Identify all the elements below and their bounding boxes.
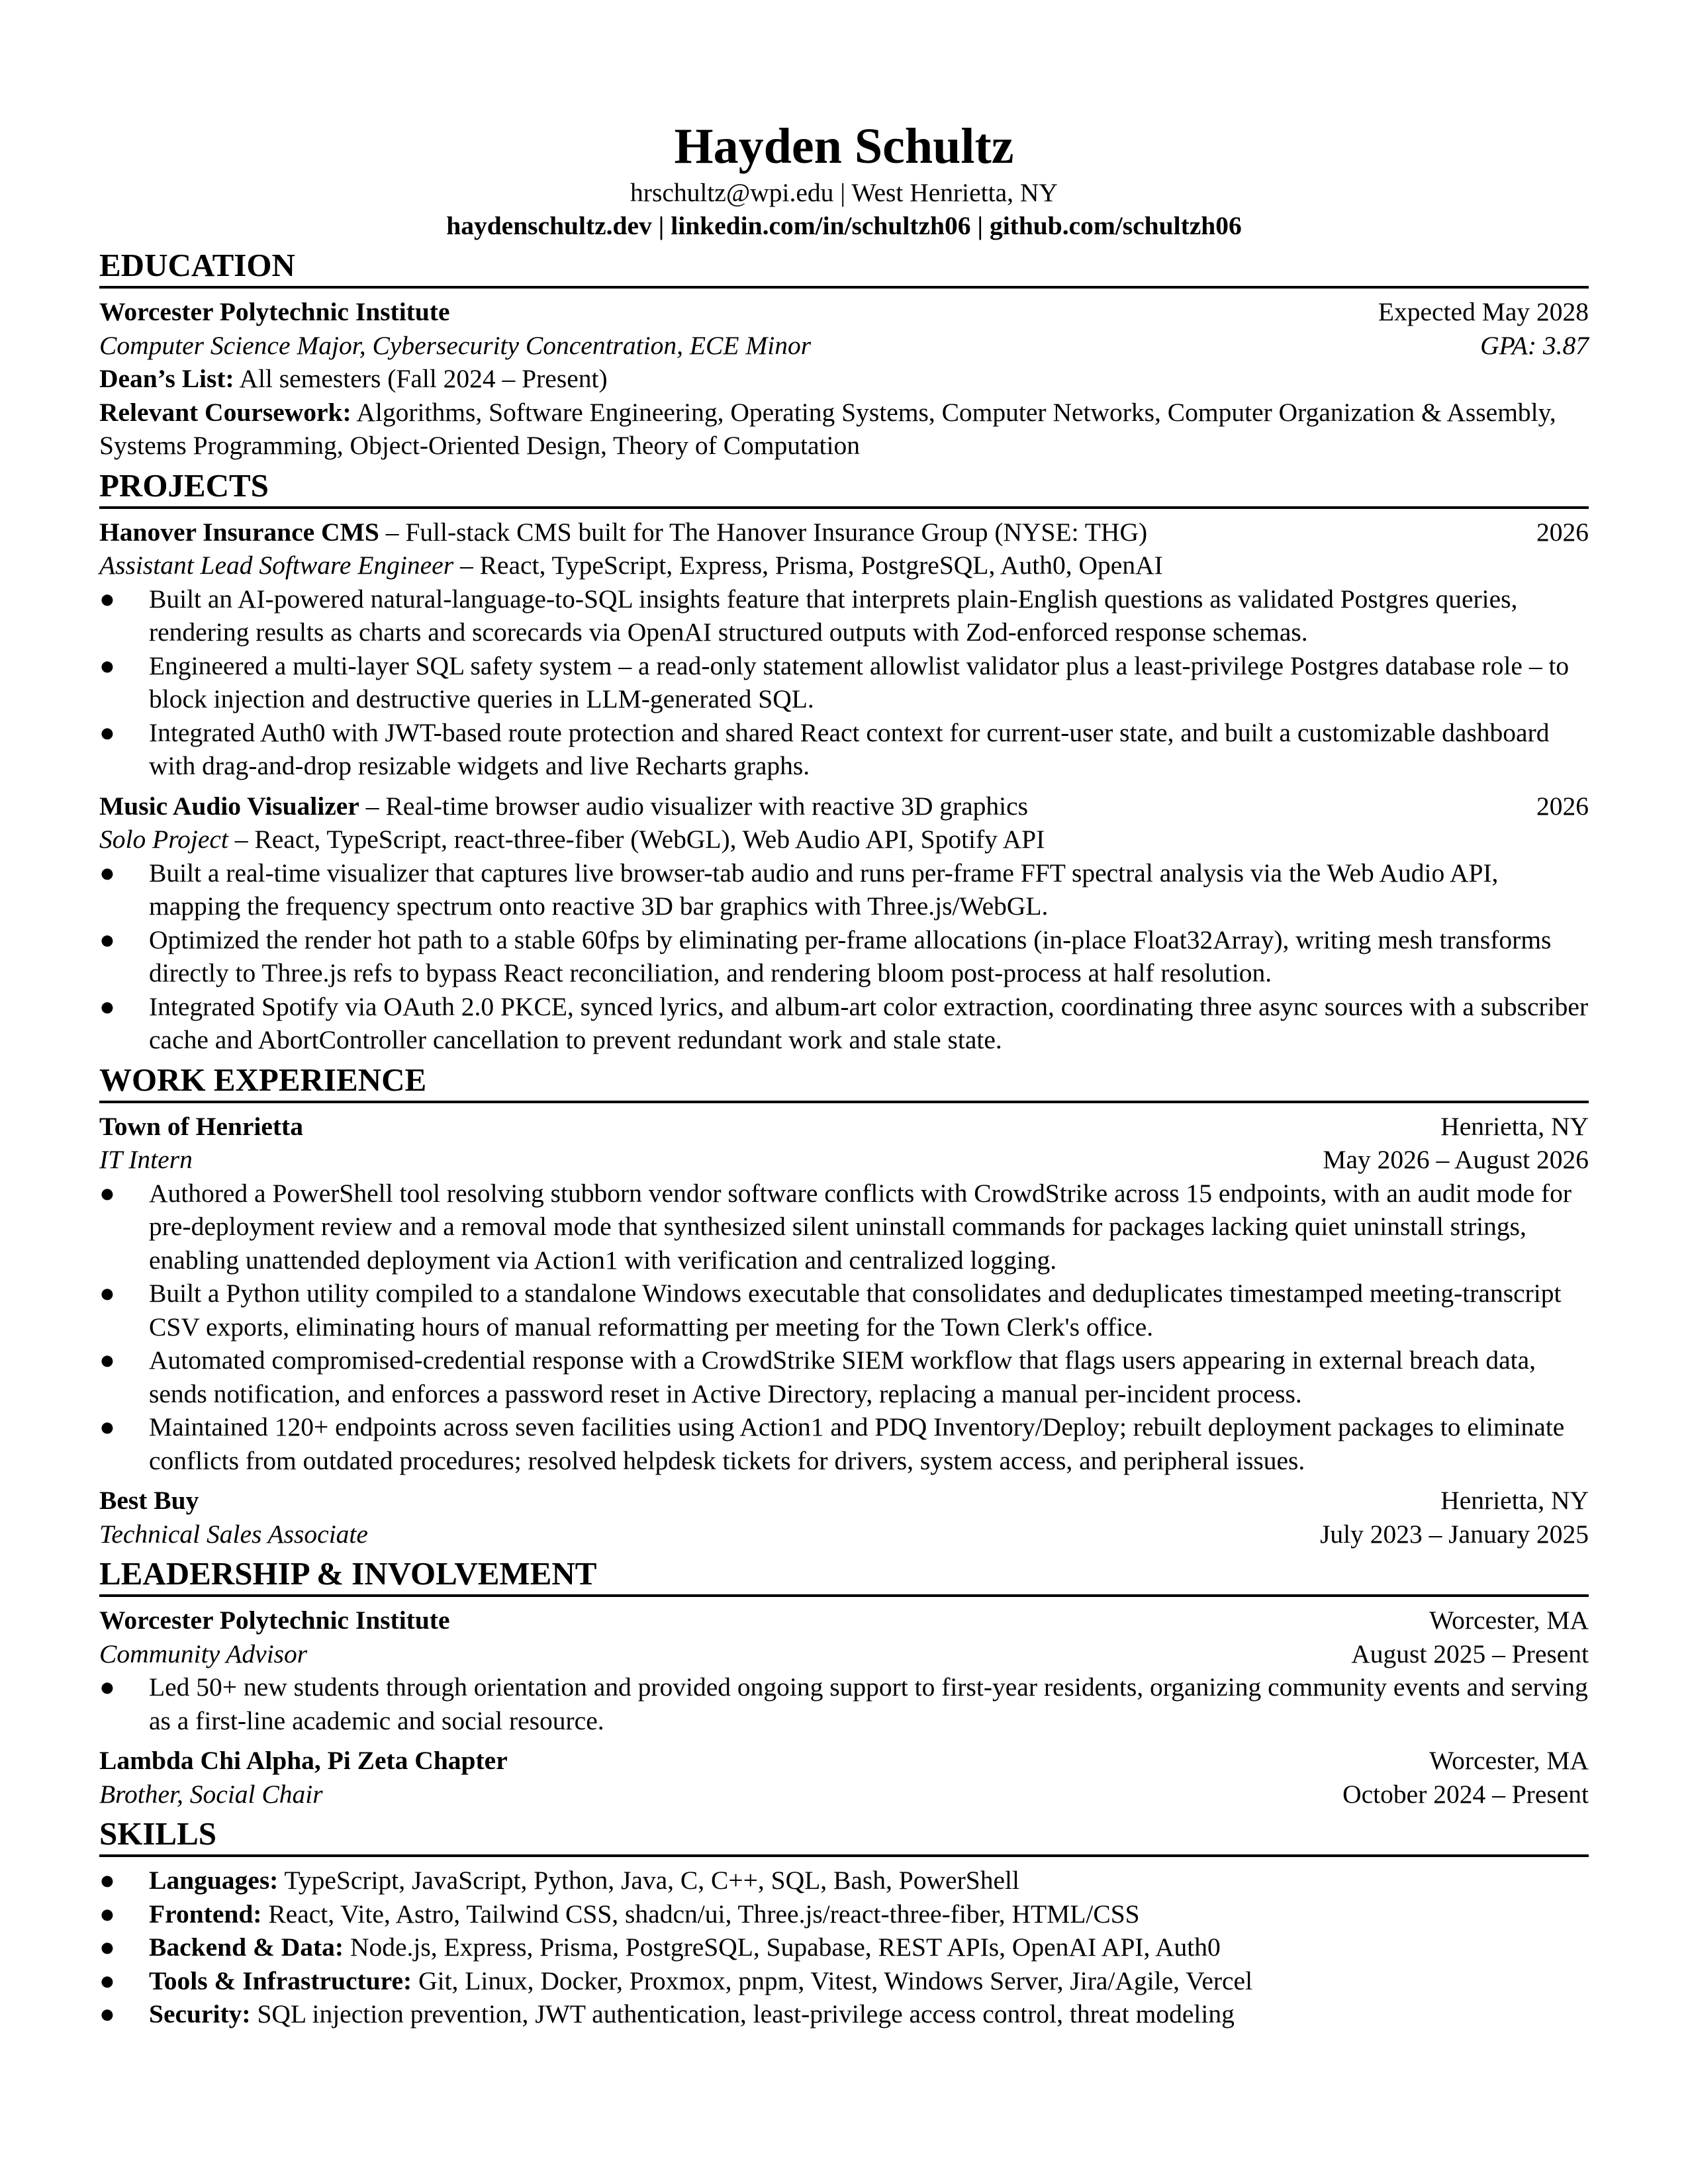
work-entry (99, 1110, 1589, 1478)
project-role-row (99, 549, 1589, 582)
bullet-text: Led 50+ new students through orientation and provided ongoing support to first-year residents, organizing community events and serving as a first-line academic and social resource. (149, 1672, 1588, 1735)
org-name: Town of Henrietta (99, 1111, 303, 1141)
skill-text: Node.js, Express, Prisma, PostgreSQL, Supabase, REST APIs, OpenAI API, Auth0 (344, 1933, 1221, 1962)
coursework (99, 396, 1589, 463)
bullet-icon: ● (99, 1966, 115, 1995)
bullet-list (99, 1177, 1589, 1478)
bullet-icon: ● (99, 925, 115, 954)
skills-section (99, 1815, 1589, 2031)
skill-label: Backend & Data: (149, 1933, 344, 1962)
leadership-section (99, 1555, 1589, 1811)
linkedin-link[interactable]: linkedin.com/in/schultzh06 (671, 211, 971, 240)
work-header-row (99, 1484, 1589, 1518)
website-link[interactable]: haydenschultz.dev (446, 211, 652, 240)
project-role: Assistant Lead Software Engineer (99, 551, 454, 580)
projects-section (99, 467, 1589, 1057)
separator: | (651, 211, 671, 240)
org-location: Worcester, MA (1429, 1606, 1589, 1635)
skill-text: TypeScript, JavaScript, Python, Java, C, C++, SQL, Bash, PowerShell (278, 1866, 1019, 1895)
bullet-icon: ● (99, 1279, 115, 1308)
bullet-icon: ● (99, 1672, 115, 1702)
org-name: Worcester Polytechnic Institute (99, 1606, 450, 1635)
skill-text: Git, Linux, Docker, Proxmox, pnpm, Vitest, Windows Server, Jira/Agile, Vercel (412, 1966, 1253, 1995)
bullet-list (99, 582, 1589, 783)
project-name: Hanover Insurance CMS (99, 517, 379, 547)
project-name: Music Audio Visualizer (99, 791, 359, 821)
work-role-row (99, 1518, 1589, 1551)
bullet-icon: ● (99, 717, 115, 747)
school-name: Worcester Polytechnic Institute (99, 297, 450, 326)
project-desc: – Full-stack CMS built for The Hanover Insurance Group (NYSE: THG) (379, 517, 1148, 547)
skill-label: Frontend: (149, 1899, 262, 1929)
bullet-text: Authored a PowerShell tool resolving stubborn vendor software conflicts with CrowdStrike across 15 endpoints, with an audit mode for pre-deployment review and a removal mode that synthesized silent uninstall commands for packages lacking quiet uninstall strings, enabling unattended deployment via Action1 with verification and centralized logging. (149, 1178, 1572, 1275)
project-desc: – Real-time browser audio visualizer with reactive 3D graphics (359, 791, 1029, 821)
job-dates: May 2026 – August 2026 (1323, 1145, 1589, 1174)
section-title: EDUCATION (99, 246, 1589, 289)
bullet-icon: ● (99, 991, 115, 1021)
list-item (99, 1897, 1589, 1931)
list-item (99, 1997, 1589, 2031)
job-role: IT Intern (99, 1145, 193, 1174)
bullet-icon: ● (99, 1345, 115, 1375)
education-section (99, 246, 1589, 463)
bullet-text: Built a real-time visualizer that captures live browser-tab audio and runs per-frame FFT spectral analysis via the Web Audio API, mapping the frequency spectrum onto reactive 3D bar graphics with Three.js/WebGL. (149, 858, 1499, 921)
bullet-icon: ● (99, 1899, 115, 1929)
list-item (99, 1931, 1589, 1964)
project-entry (99, 516, 1589, 783)
list-item (99, 1670, 1589, 1737)
section-title: LEADERSHIP & INVOLVEMENT (99, 1555, 1589, 1597)
separator: | (833, 178, 852, 207)
list-item (99, 649, 1589, 716)
contact-line (99, 176, 1589, 209)
bullet-icon: ● (99, 1178, 115, 1208)
bullet-list (99, 856, 1589, 1057)
leadership-entry (99, 1604, 1589, 1737)
leadership-header-row (99, 1604, 1589, 1637)
bullet-text: Maintained 120+ endpoints across seven facilities using Action1 and PDQ Inventory/Deploy; rebuilt deployment packages to eliminate conflicts from outdated procedures; resolved helpdesk tickets for drivers, system access, and peripheral issues. (149, 1412, 1565, 1475)
education-date: Expected May 2028 (1378, 297, 1589, 326)
coursework-text: Algorithms, Software Engineering, Operating Systems, Computer Networks, Computer Organization & Assembly, Systems Programming, Object-Oriented Design, Theory of Computation (99, 397, 1556, 460)
org-location: Henrietta, NY (1440, 1111, 1589, 1141)
leadership-role-row (99, 1637, 1589, 1671)
list-item (99, 1177, 1589, 1277)
deans-text: All semesters (Fall 2024 – Present) (234, 364, 608, 393)
project-role-row (99, 823, 1589, 856)
leadership-role: Brother, Social Chair (99, 1779, 323, 1809)
project-entry (99, 790, 1589, 1057)
project-header-row (99, 790, 1589, 823)
leadership-header-row (99, 1744, 1589, 1778)
project-tech: – React, TypeScript, react-three-fiber (WebGL), Web Audio API, Spotify API (228, 825, 1045, 854)
bullet-text: Integrated Auth0 with JWT-based route protection and shared React context for current-user state, and built a customizable dashboard with drag-and-drop resizable widgets and live Recharts graphs. (149, 717, 1550, 780)
leadership-role-row (99, 1778, 1589, 1811)
section-title: WORK EXPERIENCE (99, 1061, 1589, 1103)
project-role: Solo Project (99, 825, 228, 854)
leadership-role: Community Advisor (99, 1639, 308, 1668)
github-link[interactable]: github.com/schultzh06 (989, 211, 1242, 240)
bullet-text: Built a Python utility compiled to a standalone Windows executable that consolidates and deduplicates timestamped meeting-transcript CSV exports, eliminating hours of manual reformatting per meeting for the Town Clerk's office. (149, 1279, 1562, 1342)
project-tech: – React, TypeScript, Express, Prisma, PostgreSQL, Auth0, OpenAI (453, 551, 1163, 580)
list-item (99, 1864, 1589, 1897)
work-role-row (99, 1143, 1589, 1177)
leadership-dates: August 2025 – Present (1351, 1639, 1589, 1668)
bullet-icon: ● (99, 584, 115, 614)
deans-list (99, 362, 1589, 396)
skill-label: Tools & Infrastructure: (149, 1966, 412, 1995)
work-header-row (99, 1110, 1589, 1144)
bullet-text: Automated compromised-credential response with a CrowdStrike SIEM workflow that flags users appearing in external breach data, sends notification, and enforces a password reset in Active Directory, replacing a manual per-incident process. (149, 1345, 1536, 1408)
org-name: Best Buy (99, 1486, 199, 1515)
list-item (99, 990, 1589, 1057)
skill-text: React, Vite, Astro, Tailwind CSS, shadcn/ui, Three.js/react-three-fiber, HTML/CSS (261, 1899, 1140, 1929)
job-role: Technical Sales Associate (99, 1519, 368, 1549)
coursework-label: Relevant Coursework: (99, 397, 352, 427)
leadership-entry (99, 1744, 1589, 1811)
list-item (99, 856, 1589, 923)
bullet-icon: ● (99, 1933, 115, 1962)
project-header-row (99, 516, 1589, 549)
job-dates: July 2023 – January 2025 (1320, 1519, 1589, 1549)
bullet-text: Optimized the render hot path to a stable 60fps by eliminating per-frame allocations (in-place Float32Array), writing mesh transforms directly to Three.js refs to bypass React reconciliation, and rendering bloom post-process at half resolution. (149, 925, 1552, 987)
project-year: 2026 (1536, 517, 1589, 547)
degree-text: Computer Science Major, Cybersecurity Concentration, ECE Minor (99, 330, 812, 360)
bullet-icon: ● (99, 1999, 115, 2028)
list-item (99, 582, 1589, 649)
list-item (99, 923, 1589, 990)
project-year: 2026 (1536, 791, 1589, 821)
list-item (99, 1410, 1589, 1477)
links-line (99, 209, 1589, 242)
skill-text: SQL injection prevention, JWT authentication, least-privilege access control, threat modeling (250, 1999, 1235, 2028)
list-item (99, 716, 1589, 783)
degree-row (99, 329, 1589, 363)
bullet-list (99, 1670, 1589, 1737)
work-section (99, 1061, 1589, 1551)
resume-header (99, 116, 1589, 242)
leadership-dates: October 2024 – Present (1342, 1779, 1589, 1809)
org-location: Henrietta, NY (1440, 1486, 1589, 1515)
bullet-icon: ● (99, 858, 115, 887)
list-item (99, 1277, 1589, 1343)
bullet-text: Built an AI-powered natural-language-to-SQL insights feature that interprets plain-English questions as validated Postgres queries, rendering results as charts and scorecards via OpenAI structured outputs with Zod-enforced response schemas. (149, 584, 1518, 647)
skills-list (99, 1864, 1589, 2031)
list-item (99, 1343, 1589, 1410)
candidate-name: Hayden Schultz (674, 118, 1014, 174)
location-text: West Henrietta, NY (851, 178, 1058, 207)
email-text: hrschultz@wpi.edu (630, 178, 834, 207)
deans-label: Dean’s List: (99, 364, 234, 393)
skill-label: Security: (149, 1999, 251, 2028)
bullet-icon: ● (99, 1866, 115, 1895)
org-name: Lambda Chi Alpha, Pi Zeta Chapter (99, 1746, 508, 1775)
education-row (99, 295, 1589, 329)
bullet-text: Integrated Spotify via OAuth 2.0 PKCE, synced lyrics, and album-art color extraction, coordinating three async sources with a subscriber cache and AbortController cancellation to prevent redundant work and stale state. (149, 991, 1589, 1054)
skill-label: Languages: (149, 1866, 279, 1895)
work-entry (99, 1484, 1589, 1551)
org-location: Worcester, MA (1429, 1746, 1589, 1775)
section-title: PROJECTS (99, 467, 1589, 509)
list-item (99, 1964, 1589, 1998)
separator: | (970, 211, 990, 240)
bullet-text: Engineered a multi-layer SQL safety system – a read-only statement allowlist validator plus a least-privilege Postgres database role – to block injection and destructive queries in LLM-generated SQL. (149, 651, 1570, 713)
gpa-text: GPA: 3.87 (1480, 330, 1589, 360)
bullet-icon: ● (99, 651, 115, 680)
section-title: SKILLS (99, 1815, 1589, 1857)
bullet-icon: ● (99, 1412, 115, 1441)
